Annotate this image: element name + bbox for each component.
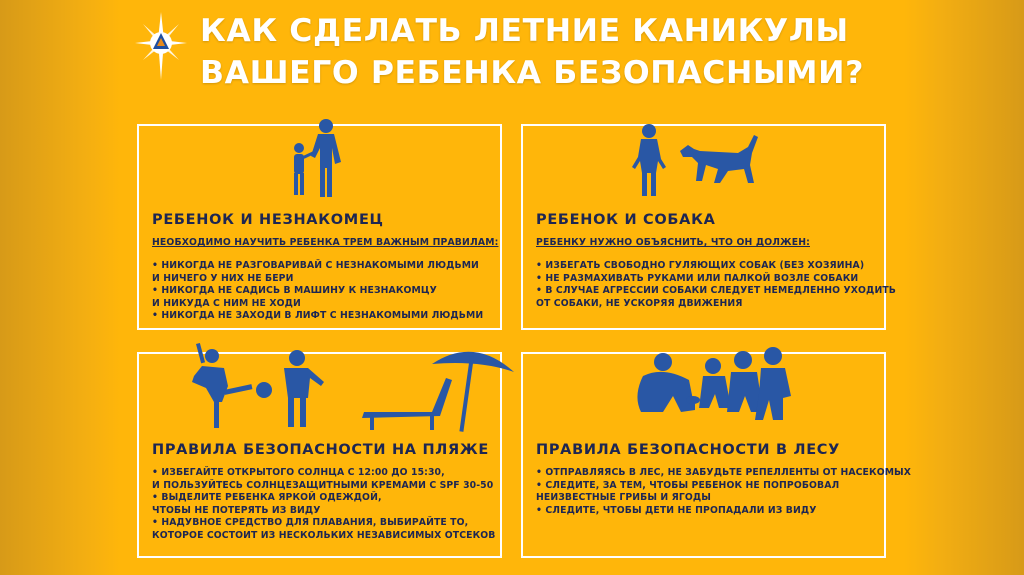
list-item: • В СЛУЧАЕ АГРЕССИИ СОБАКИ СЛЕДУЕТ НЕМЕДЛЕННО УХОДИТЬ — [536, 285, 896, 297]
dog-subtitle: РЕБЕНКУ НУЖНО ОБЪЯСНИТЬ, ЧТО ОН ДОЛЖЕН: — [536, 237, 810, 248]
list-item: ОТ СОБАКИ, НЕ УСКОРЯЯ ДВИЖЕНИЯ — [536, 297, 743, 309]
list-item: ЧТОБЫ НЕ ПОТЕРЯТЬ ИЗ ВИДУ — [152, 504, 321, 516]
page-title — [200, 10, 960, 94]
list-item: • СЛЕДИТЕ, ЗА ТЕМ, ЧТОБЫ РЕБЕНОК НЕ ПОПРОБОВАЛ — [536, 479, 840, 491]
list-item: • СЛЕДИТЕ, ЧТОБЫ ДЕТИ НЕ ПРОПАДАЛИ ИЗ ВИДУ — [536, 504, 817, 516]
panel-dog — [521, 124, 896, 330]
list-item: И НИЧЕГО У НИХ НЕ БЕРИ — [152, 272, 294, 284]
panel-beach — [137, 352, 502, 558]
beach-children-umbrella-icon — [184, 342, 514, 437]
stranger-list — [152, 260, 483, 323]
list-item: • ОТПРАВЛЯЯСЬ В ЛЕС, НЕ ЗАБУДЬТЕ РЕПЕЛЛЕНТЫ ОТ НАСЕКОМЫХ — [536, 467, 912, 478]
family-in-forest-icon — [633, 346, 793, 430]
panel-forest — [521, 352, 912, 558]
title-line-1: КАК СДЕЛАТЬ ЛЕТНИЕ КАНИКУЛЫ — [200, 13, 849, 49]
beach-list — [152, 467, 495, 543]
list-item: • ВЫДЕЛИТЕ РЕБЕНКА ЯРКОЙ ОДЕЖДОЙ, — [152, 492, 382, 504]
beach-title: ПРАВИЛА БЕЗОПАСНОСТИ НА ПЛЯЖЕ — [152, 442, 489, 458]
dog-title: РЕБЕНОК И СОБАКА — [536, 212, 716, 228]
list-item: И НИКУДА С НИМ НЕ ХОДИ — [152, 297, 301, 309]
list-item: КОТОРОЕ СОСТОИТ ИЗ НЕСКОЛЬКИХ НЕЗАВИСИМЫХ ОТСЕКОВ — [152, 529, 496, 541]
left-blur-edge — [0, 0, 120, 575]
list-item: • НАДУВНОЕ СРЕДСТВО ДЛЯ ПЛАВАНИЯ, ВЫБИРАЙТЕ ТО, — [152, 517, 469, 529]
list-item: НЕИЗВЕСТНЫЕ ГРИБЫ И ЯГОДЫ — [536, 492, 712, 504]
list-item: • НЕ РАЗМАХИВАТЬ РУКАМИ ИЛИ ПАЛКОЙ ВОЗЛЕ СОБАКИ — [536, 272, 859, 284]
list-item: • НИКОГДА НЕ РАЗГОВАРИВАЙ С НЕЗНАКОМЫМИ ЛЮДЬМИ — [152, 260, 479, 271]
adult-and-child-icon — [279, 118, 359, 200]
stranger-subtitle: НЕОБХОДИМО НАУЧИТЬ РЕБЕНКА ТРЕМ ВАЖНЫМ ПРАВИЛАМ: — [152, 237, 499, 248]
dog-list — [536, 260, 896, 310]
forest-list — [536, 467, 911, 517]
list-item: • НИКОГДА НЕ ЗАХОДИ В ЛИФТ С НЕЗНАКОМЫМИ ЛЮДЬМИ — [152, 310, 484, 322]
panel-stranger — [137, 124, 502, 330]
emergency-emblem-icon — [133, 10, 189, 82]
list-item: • ИЗБЕГАТЬ СВОБОДНО ГУЛЯЮЩИХ СОБАК (БЕЗ ХОЗЯИНА) — [536, 260, 865, 271]
list-item: И ПОЛЬЗУЙТЕСЬ СОЛНЦЕЗАЩИТНЫМИ КРЕМАМИ С SPF 30-50 — [152, 479, 494, 491]
child-and-dog-icon — [628, 121, 778, 206]
stranger-title: РЕБЕНОК И НЕЗНАКОМЕЦ — [152, 212, 384, 228]
list-item: • ИЗБЕГАЙТЕ ОТКРЫТОГО СОЛНЦА С 12:00 ДО 15:30, — [152, 467, 445, 478]
list-item: • НИКОГДА НЕ САДИСЬ В МАШИНУ К НЕЗНАКОМЦУ — [152, 285, 437, 297]
forest-title: ПРАВИЛА БЕЗОПАСНОСТИ В ЛЕСУ — [536, 442, 841, 458]
title-line-2: ВАШЕГО РЕБЕНКА БЕЗОПАСНЫМИ? — [200, 55, 864, 91]
